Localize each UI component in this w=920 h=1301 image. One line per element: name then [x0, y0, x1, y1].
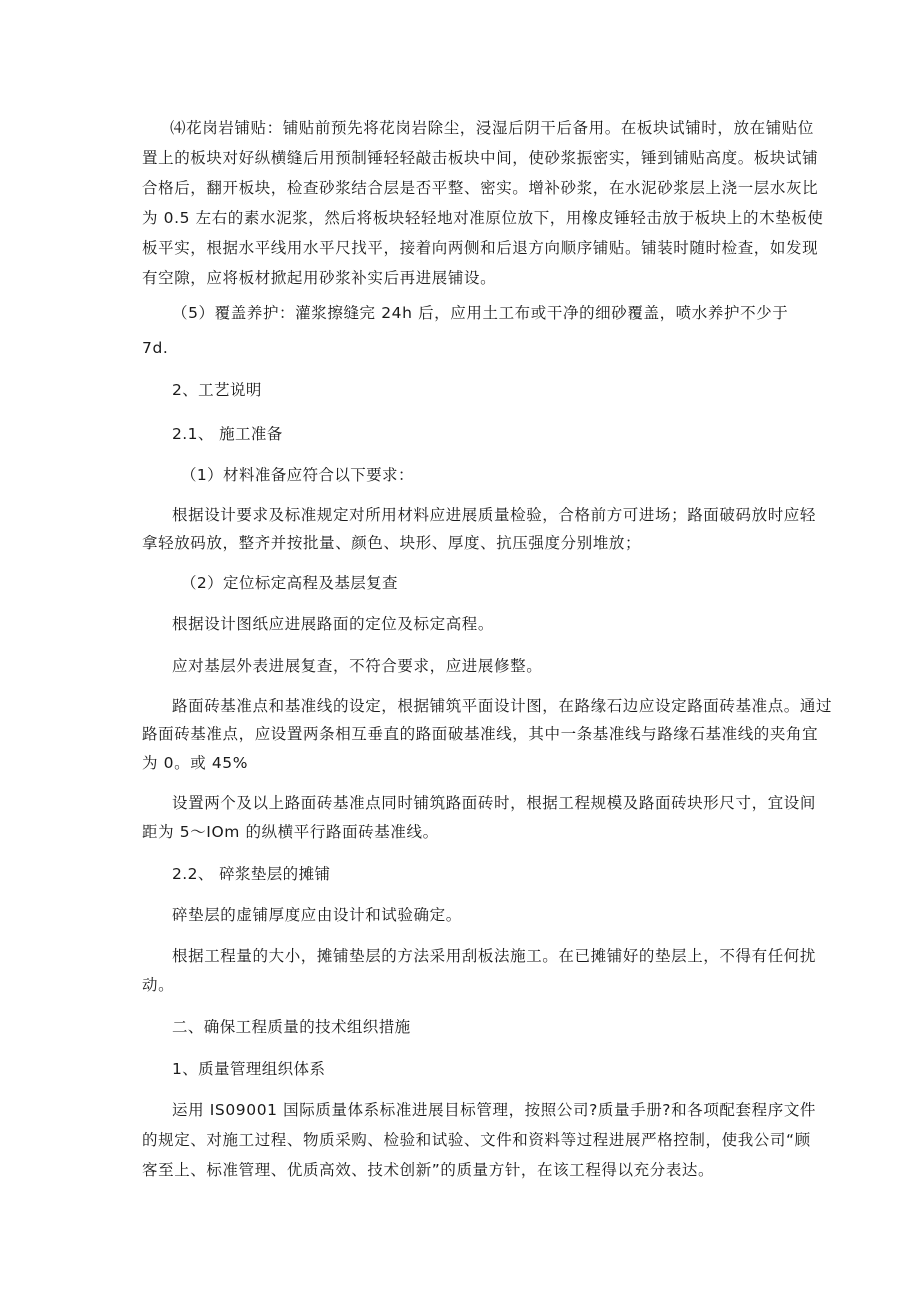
paragraph-line: 置上的板块对好纵横缝后用预制锤轻轻敲击板块中间，使砂浆振密实，锤到铺贴高度。板块试铺 — [142, 149, 819, 167]
paragraph-line: 动。 — [142, 976, 175, 994]
paragraph-line: 为 0.5 左右的素水泥浆，然后将板块轻轻地对准原位放下，用橡皮锤轻击放于板块上的木垫板使 — [142, 209, 824, 227]
item-heading: （1）材料准备应符合以下要求： — [181, 466, 414, 484]
paragraph-line: （5）覆盖养护：灌浆擦缝完 24h 后，应用土工布或干净的细砂覆盖，喷水养护不少于 — [172, 304, 789, 322]
paragraph-line: ⑷花岗岩铺贴：铺贴前预先将花岗岩除尘，浸湿后阴干后备用。在板块试铺时，放在铺贴位 — [170, 119, 815, 137]
paragraph-line: 合格后，翻开板块，检查砂浆结合层是否平整、密实。增补砂浆，在水泥砂浆层上浇一层水灰比 — [142, 179, 819, 197]
paragraph-line: 板平实，根据水平线用水平尺找平，接着向两侧和后退方向顺序铺贴。铺装时随时检查，如发现 — [142, 239, 819, 257]
paragraph-line: 路面砖基准点，应设置两条相互垂直的路面破基准线，其中一条基准线与路缘石基准线的夹角宜 — [142, 725, 819, 743]
item-heading: （2）定位标定高程及基层复查 — [181, 574, 398, 592]
paragraph-line: 为 0。或 45% — [142, 754, 249, 772]
section-heading: 2、工艺说明 — [172, 381, 262, 399]
paragraph-line: 运用 IS09001 国际质量体系标准进展目标管理，按照公司?质量手册?和各项配套程序文件 — [172, 1101, 817, 1119]
paragraph-line: 根据工程量的大小，摊铺垫层的方法采用刮板法施工。在已摊铺好的垫层上，不得有任何扰 — [172, 947, 817, 965]
chapter-heading: 二、确保工程质量的技术组织措施 — [172, 1018, 411, 1036]
paragraph-line: 距为 5～IOm 的纵横平行路面砖基准线。 — [142, 823, 439, 841]
paragraph-line: 路面砖基准点和基准线的设定，根据铺筑平面设计图，在路缘石边应设定路面砖基准点。通过 — [172, 697, 833, 715]
paragraph-line: 根据设计要求及标准规定对所用材料应进展质量检验，合格前方可进场；路面破码放时应轻 — [172, 506, 817, 524]
subsection-heading: 2.1、 施工准备 — [172, 425, 283, 443]
section-heading: 1、质量管理组织体系 — [172, 1060, 326, 1078]
paragraph-line: 应对基层外表进展复查，不符合要求，应进展修整。 — [172, 657, 543, 675]
paragraph-line: 设置两个及以上路面砖基准点同时铺筑路面砖时，根据工程规模及路面砖块形尺寸，宜设间 — [172, 794, 817, 812]
paragraph-line: 7d. — [142, 339, 169, 357]
paragraph-line: 有空隙，应将板材掀起用砂浆补实后再进展铺设。 — [142, 269, 497, 287]
paragraph-line: 根据设计图纸应进展路面的定位及标定高程。 — [172, 615, 495, 633]
paragraph-line: 的规定、对施工过程、物质采购、检验和试验、文件和资料等过程进展严格控制，使我公司“顾 — [142, 1131, 811, 1149]
paragraph-line: 拿轻放码放，整齐并按批量、颜色、块形、厚度、抗压强度分别堆放； — [142, 534, 642, 552]
paragraph-line: 客至上、标准管理、优质高效、技术创新”的质量方针，在该工程得以充分表达。 — [142, 1161, 715, 1179]
paragraph-line: 碎垫层的虚铺厚度应由设计和试验确定。 — [172, 906, 462, 924]
subsection-heading: 2.2、 碎浆垫层的摊铺 — [172, 865, 331, 883]
